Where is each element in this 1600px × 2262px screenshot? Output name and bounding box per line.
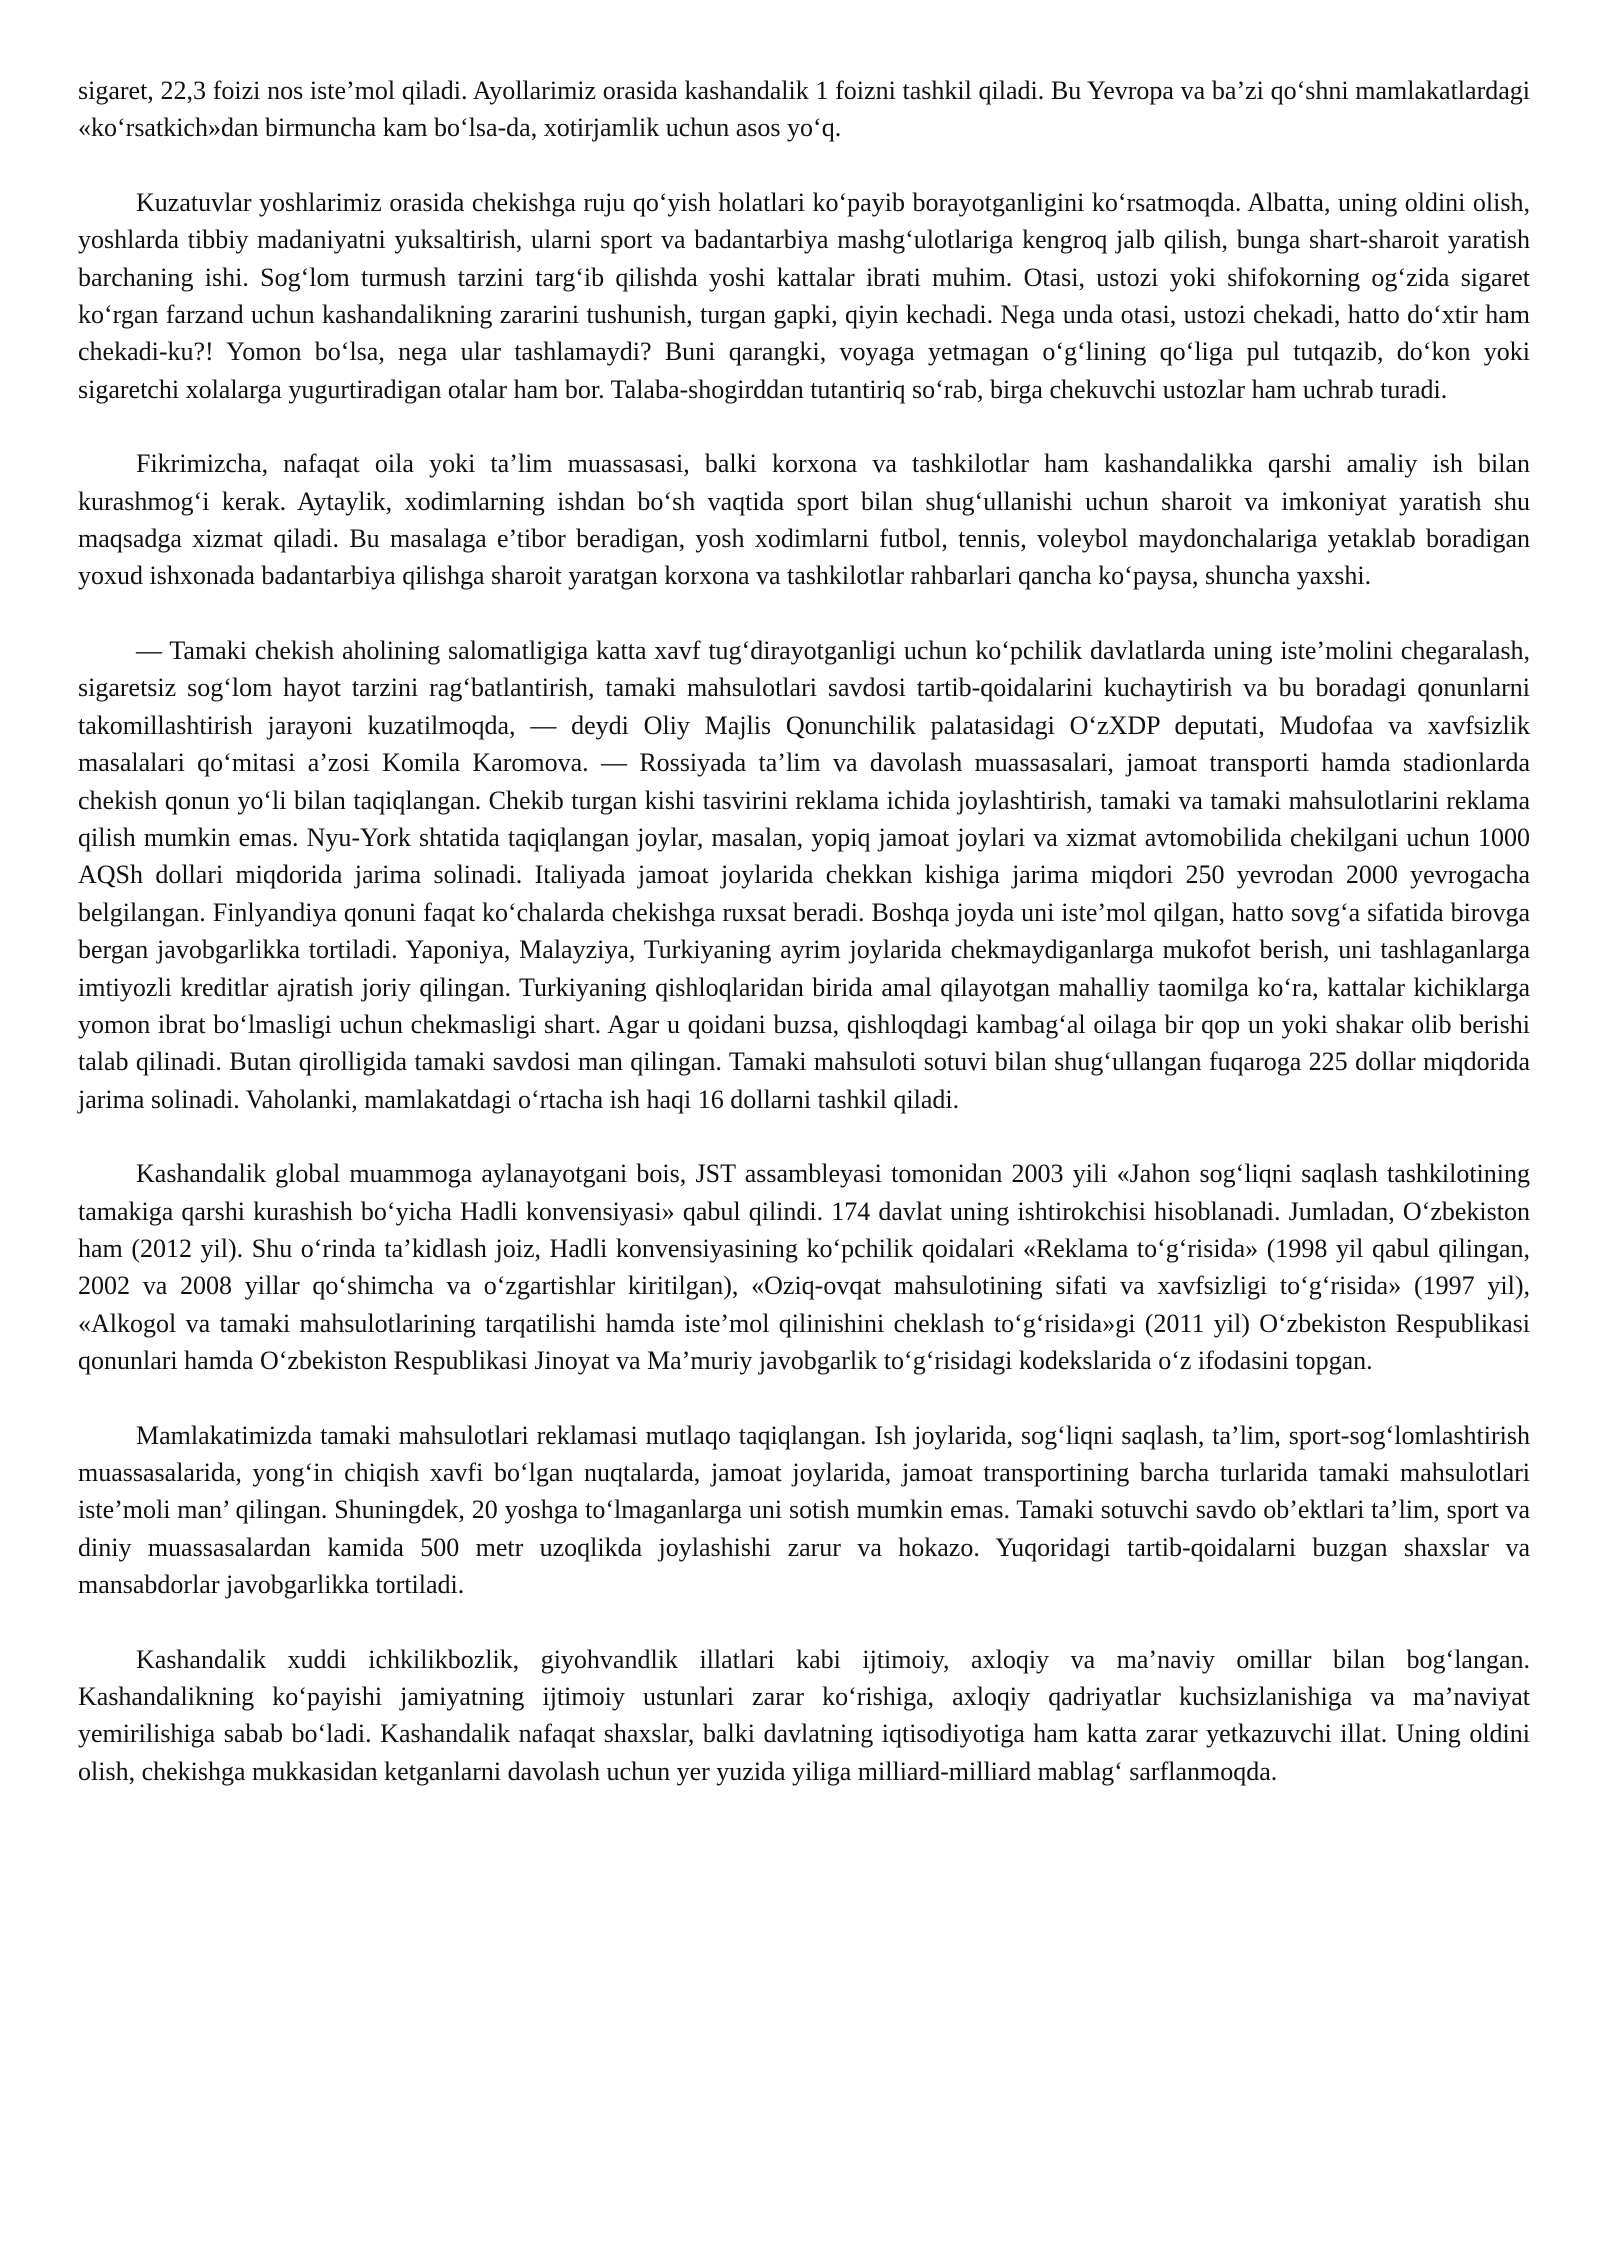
paragraph-7: Kashandalik xuddi ichkilikbozlik, giyohvandlik illatlari kabi ijtimoiy, axloqiy va ma’naviy omillar bilan bog‘langan. Kashandalikning ko‘payishi jamiyatning ijtimoiy ustunlari zarar ko‘rishiga, axloqiy qadriyatlar kuchsizlanishiga va ma’naviyat yemirilishiga sabab bo‘ladi. Kashandalik nafaqat shaxslar, balki davlatning iqtisodiyotiga ham katta zarar yetkazuvchi illat. Uning oldini olish, chekishga mukkasidan ketganlarni davolash uchun yer yuzida yiliga milliard-milliard mablag‘ sarflanmoqda. [78,1644,1530,1786]
paragraph-1: sigaret, 22,3 foizi nos iste’mol qiladi. Ayollarimiz orasida kashandalik 1 foizni tashkil qiladi. Bu Yevropa va ba’zi qo‘shni mamlakatlardagi «ko‘rsatkich»dan birmuncha kam bo‘lsa-da, xotirjamlik uchun asos yo‘q. [78,76,1530,143]
paragraph-5: Kashandalik global muammoga aylanayotgani bois, JST assambleyasi tomonidan 2003 yili «Jahon sog‘liqni saqlash tashkilotining tamakiga qarshi kurashish bo‘yicha Hadli konvensiyasi» qabul qilindi. 174 davlat uning ishtirokchisi hisoblanadi. Jumladan, O‘zbekiston ham (2012 yil). Shu o‘rinda ta’kidlash joiz, Hadli konvensiyasining ko‘pchilik qoidalari «Reklama to‘g‘risida» (1998 yil qabul qilingan, 2002 va 2008 yillar qo‘shimcha va o‘zgartishlar kiritilgan), «Oziq-ovqat mahsulotining sifati va xavfsizligi to‘g‘risida» (1997 yil), «Alkogol va tamaki mahsulotlarining tarqatilishi hamda iste’mol qilinishini cheklash to‘g‘risida»gi (2011 yil) O‘zbekiston Respublikasi qonunlari hamda O‘zbekiston Respublikasi Jinoyat va Ma’muriy javobgarlik to‘g‘risidagi kodekslarida o‘z ifodasini topgan. [78,1159,1530,1376]
paragraph-3: Fikrimizcha, nafaqat oila yoki ta’lim muassasasi, balki korxona va tashkilotlar ham kashandalikka qarshi amaliy ish bilan kurashmog‘i kerak. Aytaylik, xodimlarning ishdan bo‘sh vaqtida sport bilan shug‘ullanishi uchun sharoit va imkoniyat yaratish shu maqsadga xizmat qiladi. Bu masalaga e’tibor beradigan, yosh xodimlarni futbol, tennis, voleybol maydonchalariga yetaklab boradigan yoxud ishxonada badantarbiya qilishga sharoit yaratgan korxona va tashkilotlar rahbarlari qancha ko‘paysa, shuncha yaxshi. [78,449,1530,591]
paragraph-6: Mamlakatimizda tamaki mahsulotlari reklamasi mutlaqo taqiqlangan. Ish joylarida, sog‘liqni saqlash, ta’lim, sport-sog‘lomlashtirish muassasalarida, yong‘in chiqish xavfi bo‘lgan nuqtalarda, jamoat joylarida, jamoat transportining barcha turlarida tamaki mahsulotlari iste’moli man’ qilingan. Shuningdek, 20 yoshga to‘lmaganlarga uni sotish mumkin emas. Tamaki sotuvchi savdo ob’ektlari ta’lim, sport va diniy muassasalardan kamida 500 metr uzoqlikda joylashishi zarur va hokazo. Yuqoridagi tartib-qoidalarni buzgan shaxslar va mansabdorlar javobgarlikka tortiladi. [78,1420,1530,1600]
paragraph-2: Kuzatuvlar yoshlarimiz orasida chekishga ruju qo‘yish holatlari ko‘payib borayotganligini ko‘rsatmoqda. Albatta, uning oldini olish, yoshlarda tibbiy madaniyatni yuksaltirish, ularni sport va badantarbiya mashg‘ulotlariga kengroq jalb qilish, bunga shart-sharoit yaratish barchaning ishi. Sog‘lom turmush tarzini targ‘ib qilishda yoshi kattalar ibrati muhim. Otasi, ustozi yoki shifokorning og‘zida sigaret ko‘rgan farzand uchun kashandalikning zararini tushunish, turgan gapki, qiyin kechadi. Nega unda otasi, ustozi chekadi, hatto do‘xtir ham chekadi-ku?! Yomon bo‘lsa, nega ular tashlamaydi? Buni qarangki, voyaga yetmagan o‘g‘lining qo‘liga pul tutqazib, do‘kon yoki sigaretchi xolalarga yugurtiradigan otalar ham bor. Talaba-shogirddan tutantiriq so‘rab, birga chekuvchi ustozlar ham uchrab turadi. [78,187,1530,404]
paragraph-4: — Tamaki chekish aholining salomatligiga katta xavf tug‘dirayotganligi uchun ko‘pchilik davlatlarda uning iste’molini chegaralash, sigaretsiz sog‘lom hayot tarzini rag‘batlantirish, tamaki mahsulotlari savdosi tartib-qoidalarini kuchaytirish va bu boradagi qonunlarni takomillashtirish jarayoni kuzatilmoqda, — deydi Oliy Majlis Qonunchilik palatasidagi O‘zXDP deputati, Mudofaa va xavfsizlik masalalari qo‘mitasi a’zosi Komila Karomova. — Rossiyada ta’lim va davolash muassasalari, jamoat transporti hamda stadionlarda chekish qonun yo‘li bilan taqiqlangan. Chekib turgan kishi tasvirini reklama ichida joylashtirish, tamaki va tamaki mahsulotlarini reklama qilish mumkin emas. Nyu-York shtatida taqiqlangan joylar, masalan, yopiq jamoat joylari va xizmat avtomobilida chekilgani uchun 1000 AQSh dollari miqdorida jarima solinadi. Italiyada jamoat joylarida chekkan kishiga jarima miqdori 250 yevrodan 2000 yevrogacha belgilangan. Finlyandiya qonuni faqat ko‘chalarda chekishga ruxsat beradi. Boshqa joyda uni iste’mol qilgan, hatto sovg‘a sifatida birovga bergan javobgarlikka tortiladi. Yaponiya, Malayziya, Turkiyaning ayrim joylarida chekmaydiganlarga mukofot berish, uni tashlaganlarga imtiyozli kreditlar ajratish joriy qilingan. Turkiyaning qishloqlaridan birida amal qilayotgan mahalliy taomilga ko‘ra, kattalar kichiklarga yomon ibrat bo‘lmasligi uchun chekmasligi shart. Agar u qoidani buzsa, qishloqdagi kambag‘al oilaga bir qop un yoki shakar olib berishi talab qilinadi. Butan qirolligida tamaki savdosi man qilingan. Tamaki mahsuloti sotuvi bilan shug‘ullangan fuqaroga 225 dollar miqdorida jarima solinadi. Vaholanki, mamlakatdagi o‘rtacha ish haqi 16 dollarni tashkil qiladi. [78,635,1530,1114]
document-page [78,72,1530,1827]
